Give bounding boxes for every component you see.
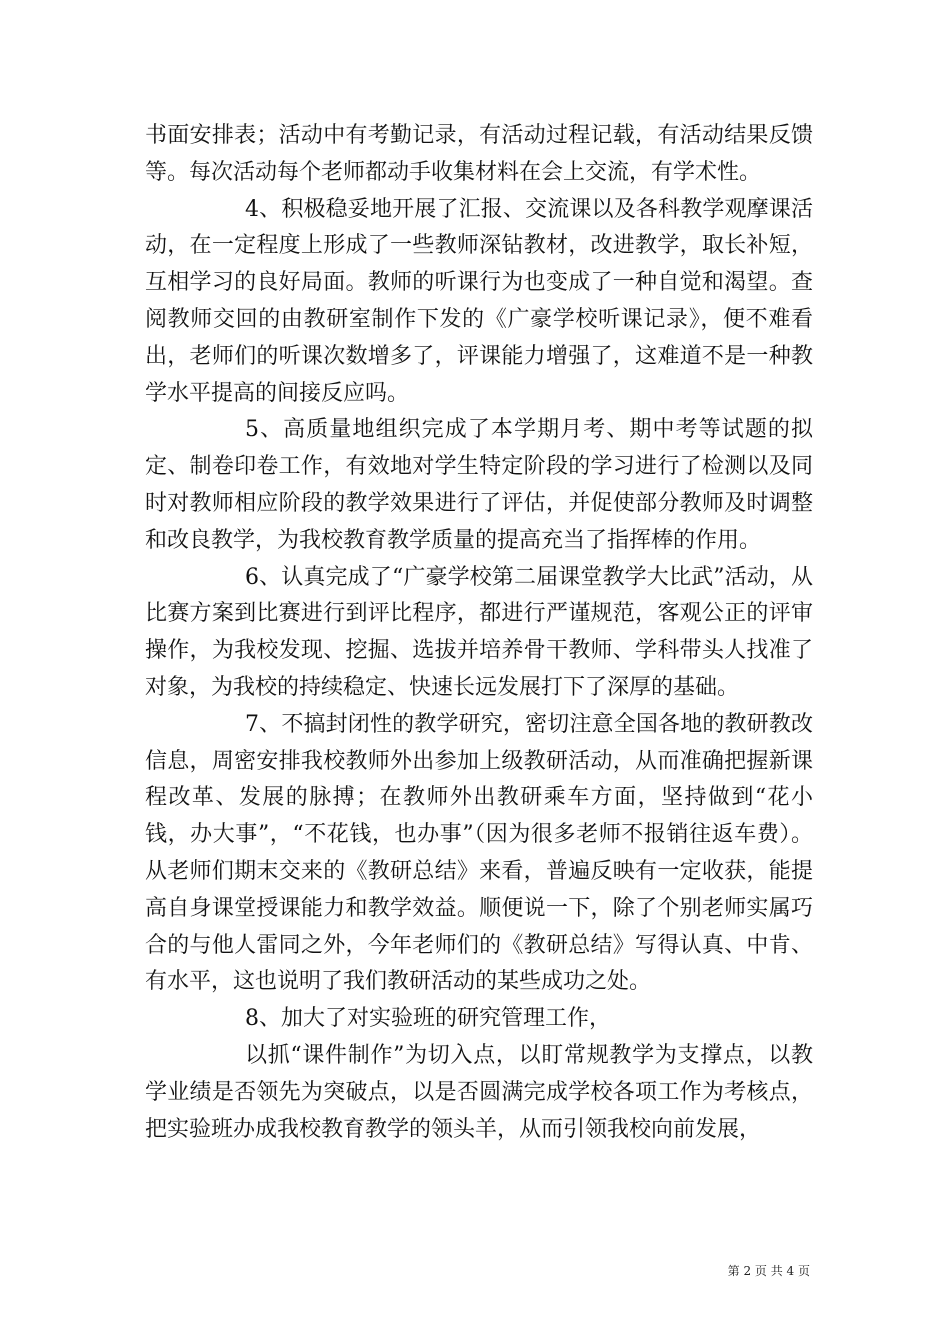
paragraph-item-5: 5、高质量地组织完成了本学期月考、期中考等试题的拟定、制卷印卷工作，有效地对学生特定阶段的学习进行了检测以及同时对教师相应阶段的教学效果进行了评估，并促使部分教师及时调整和改良教学，为我校教育教学质量的提高充当了指挥棒的作用。 — [145, 417, 813, 553]
page-number-footer: 第 2 页 共 4 页 — [727, 1264, 810, 1278]
paragraph-item-4: 4、积极稳妥地开展了汇报、交流课以及各科教学观摩课活动，在一定程度上形成了一些教师深钻教材，改进教学，取长补短，互相学习的良好局面。教师的听课行为也变成了一种自觉和渴望。查阅教师交回的由教研室制作下发的《广豪学校听课记录》，便不难看出，老师们的听课次数增多了，评课能力增强了，这难道不是一种教学水平提高的间接反应吗。 — [145, 196, 813, 406]
paragraph-item-6: 6、认真完成了“广豪学校第二届课堂教学大比武”活动，从比赛方案到比赛进行到评比程序，都进行严谨规范，客观公正的评审操作，为我校发现、挖掘、选拔并培养骨干教师、学科带头人找准了对象，为我校的持续稳定、快速长远发展打下了深厚的基础。 — [145, 564, 813, 700]
paragraph-item-8-detail: 以抓“课件制作”为切入点，以盯常规教学为支撑点，以教学业绩是否领先为突破点，以是否圆满完成学校各项工作为考核点，把实验班办成我校教育教学的领头羊，从而引领我校向前发展， — [145, 1042, 813, 1142]
paragraph-continuation: 书面安排表；活动中有考勤记录，有活动过程记载，有活动结果反馈等。每次活动每个老师都动手收集材料在会上交流，有学术性。 — [145, 123, 813, 185]
document-body — [145, 118, 813, 1148]
paragraph-item-7: 7、不搞封闭性的教学研究，密切注意全国各地的教研教改信息，周密安排我校教师外出参加上级教研活动，从而准确把握新课程改革、发展的脉搏；在教师外出教研乘车方面，坚持做到“花小钱，办大事”，“不花钱，也办事”（因为很多老师不报销往返车费）。从老师们期末交来的《教研总结》来看，普遍反映有一定收获，能提高自身课堂授课能力和教学效益。顺便说一下，除了个别老师实属巧合的与他人雷同之外，今年老师们的《教研总结》写得认真、中肯、有水平，这也说明了我们教研活动的某些成功之处。 — [145, 711, 813, 995]
paragraph-item-8: 8、加大了对实验班的研究管理工作， — [245, 1006, 611, 1032]
